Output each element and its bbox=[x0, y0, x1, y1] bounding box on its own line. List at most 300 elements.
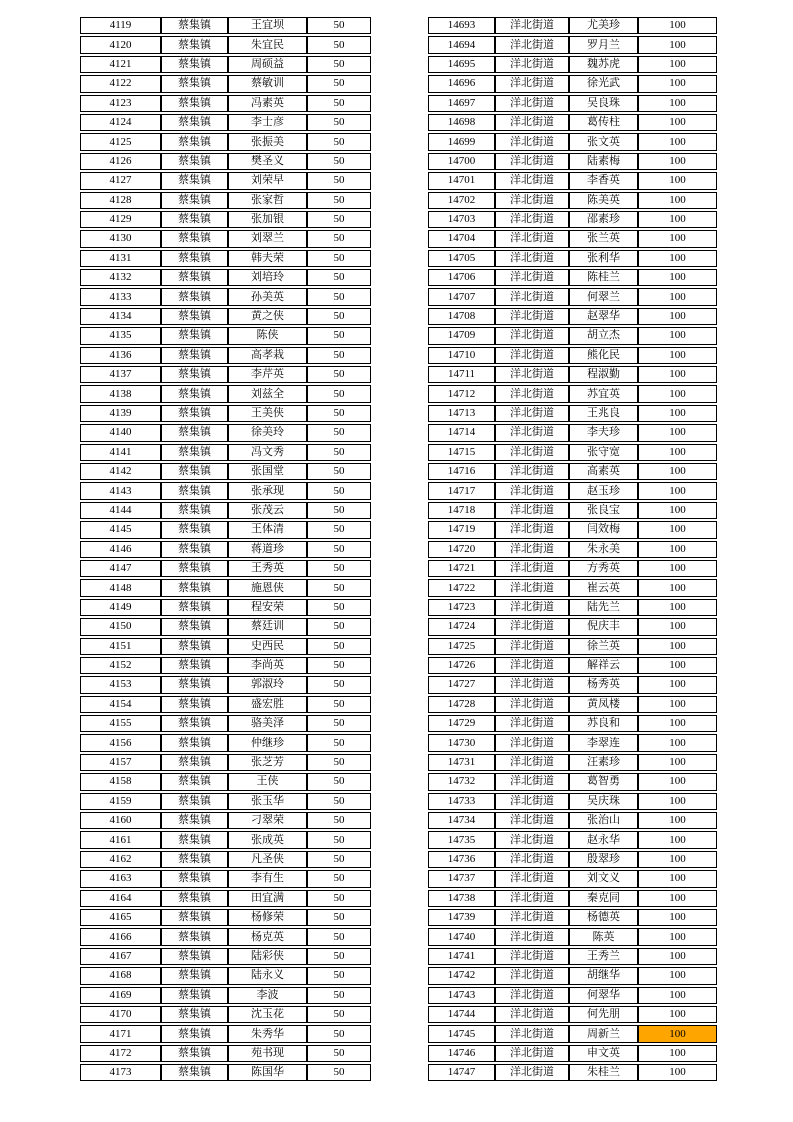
amount-cell: 50 bbox=[307, 114, 371, 131]
name-cell: 申文英 bbox=[569, 1045, 638, 1062]
district-cell: 洋北街道 bbox=[495, 327, 569, 344]
name-cell: 王秀兰 bbox=[569, 948, 638, 965]
district-cell: 洋北街道 bbox=[495, 153, 569, 170]
id-cell: 14746 bbox=[428, 1045, 495, 1062]
district-cell: 洋北街道 bbox=[495, 347, 569, 364]
amount-cell: 100 bbox=[638, 463, 717, 480]
id-cell: 4125 bbox=[80, 133, 161, 150]
name-cell: 朱桂兰 bbox=[569, 1064, 638, 1081]
name-cell: 葛传柱 bbox=[569, 114, 638, 131]
district-cell: 蔡集镇 bbox=[161, 75, 228, 92]
amount-cell: 100 bbox=[638, 734, 717, 751]
name-cell: 刘兹全 bbox=[228, 385, 307, 402]
table-row bbox=[80, 1006, 371, 1023]
district-cell: 蔡集镇 bbox=[161, 890, 228, 907]
id-cell: 4151 bbox=[80, 638, 161, 655]
amount-cell: 50 bbox=[307, 1006, 371, 1023]
id-cell: 4168 bbox=[80, 967, 161, 984]
district-cell: 蔡集镇 bbox=[161, 502, 228, 519]
amount-cell: 50 bbox=[307, 754, 371, 771]
id-cell: 4160 bbox=[80, 812, 161, 829]
id-cell: 14712 bbox=[428, 385, 495, 402]
amount-cell: 50 bbox=[307, 967, 371, 984]
name-cell: 徐光武 bbox=[569, 75, 638, 92]
amount-cell: 50 bbox=[307, 230, 371, 247]
district-cell: 蔡集镇 bbox=[161, 560, 228, 577]
name-cell: 陆先兰 bbox=[569, 599, 638, 616]
name-cell: 沈玉花 bbox=[228, 1006, 307, 1023]
amount-cell: 100 bbox=[638, 211, 717, 228]
id-cell: 14699 bbox=[428, 133, 495, 150]
table-row bbox=[80, 560, 371, 577]
table-row bbox=[80, 618, 371, 635]
amount-cell: 50 bbox=[307, 424, 371, 441]
name-cell: 周新兰 bbox=[569, 1025, 638, 1042]
id-cell: 4120 bbox=[80, 36, 161, 53]
table-row bbox=[80, 347, 371, 364]
district-cell: 洋北街道 bbox=[495, 211, 569, 228]
amount-cell: 100 bbox=[638, 133, 717, 150]
id-cell: 4139 bbox=[80, 405, 161, 422]
amount-cell: 100 bbox=[638, 36, 717, 53]
roster-table-right-body bbox=[428, 17, 717, 1081]
district-cell: 蔡集镇 bbox=[161, 288, 228, 305]
name-cell: 何翠兰 bbox=[569, 288, 638, 305]
id-cell: 4148 bbox=[80, 579, 161, 596]
name-cell: 苏良和 bbox=[569, 715, 638, 732]
table-row bbox=[428, 327, 717, 344]
id-cell: 14701 bbox=[428, 172, 495, 189]
id-cell: 14745 bbox=[428, 1025, 495, 1042]
name-cell: 吴庆珠 bbox=[569, 793, 638, 810]
id-cell: 14719 bbox=[428, 521, 495, 538]
name-cell: 张良宝 bbox=[569, 502, 638, 519]
amount-cell: 100 bbox=[638, 793, 717, 810]
amount-cell: 100 bbox=[638, 599, 717, 616]
district-cell: 蔡集镇 bbox=[161, 754, 228, 771]
id-cell: 14729 bbox=[428, 715, 495, 732]
name-cell: 张文英 bbox=[569, 133, 638, 150]
amount-cell: 100 bbox=[638, 1045, 717, 1062]
table-row bbox=[428, 1064, 717, 1081]
name-cell: 赵永华 bbox=[569, 831, 638, 848]
amount-cell: 50 bbox=[307, 250, 371, 267]
district-cell: 洋北街道 bbox=[495, 676, 569, 693]
name-cell: 张兰英 bbox=[569, 230, 638, 247]
name-cell: 朱永美 bbox=[569, 541, 638, 558]
id-cell: 4171 bbox=[80, 1025, 161, 1042]
district-cell: 蔡集镇 bbox=[161, 327, 228, 344]
amount-cell: 100 bbox=[638, 405, 717, 422]
district-cell: 蔡集镇 bbox=[161, 715, 228, 732]
table-row bbox=[428, 192, 717, 209]
district-cell: 洋北街道 bbox=[495, 1064, 569, 1081]
name-cell: 何先朋 bbox=[569, 1006, 638, 1023]
amount-cell: 50 bbox=[307, 676, 371, 693]
district-cell: 洋北街道 bbox=[495, 928, 569, 945]
id-cell: 14725 bbox=[428, 638, 495, 655]
id-cell: 14693 bbox=[428, 17, 495, 34]
id-cell: 14732 bbox=[428, 773, 495, 790]
table-row bbox=[428, 1006, 717, 1023]
name-cell: 孙美英 bbox=[228, 288, 307, 305]
name-cell: 王侠 bbox=[228, 773, 307, 790]
name-cell: 陆彩侠 bbox=[228, 948, 307, 965]
name-cell: 胡继华 bbox=[569, 967, 638, 984]
amount-cell: 100 bbox=[638, 308, 717, 325]
id-cell: 14708 bbox=[428, 308, 495, 325]
id-cell: 4154 bbox=[80, 696, 161, 713]
name-cell: 陈英 bbox=[569, 928, 638, 945]
table-row bbox=[80, 230, 371, 247]
table-row bbox=[80, 638, 371, 655]
id-cell: 14744 bbox=[428, 1006, 495, 1023]
name-cell: 刘荣早 bbox=[228, 172, 307, 189]
name-cell: 蔡敏训 bbox=[228, 75, 307, 92]
table-row bbox=[428, 734, 717, 751]
name-cell: 刁翠荣 bbox=[228, 812, 307, 829]
table-row bbox=[428, 521, 717, 538]
amount-cell: 100 bbox=[638, 1006, 717, 1023]
amount-cell: 100 bbox=[638, 502, 717, 519]
name-cell: 徐兰英 bbox=[569, 638, 638, 655]
id-cell: 14728 bbox=[428, 696, 495, 713]
id-cell: 14740 bbox=[428, 928, 495, 945]
table-row bbox=[80, 308, 371, 325]
id-cell: 14695 bbox=[428, 56, 495, 73]
table-row bbox=[80, 250, 371, 267]
name-cell: 张振美 bbox=[228, 133, 307, 150]
name-cell: 王兆良 bbox=[569, 405, 638, 422]
name-cell: 朱宜民 bbox=[228, 36, 307, 53]
district-cell: 蔡集镇 bbox=[161, 424, 228, 441]
table-row bbox=[428, 36, 717, 53]
table-row bbox=[80, 793, 371, 810]
name-cell: 冯素英 bbox=[228, 95, 307, 112]
name-cell: 殷翠珍 bbox=[569, 851, 638, 868]
id-cell: 4129 bbox=[80, 211, 161, 228]
amount-cell: 50 bbox=[307, 638, 371, 655]
amount-cell: 100 bbox=[638, 327, 717, 344]
id-cell: 14716 bbox=[428, 463, 495, 480]
id-cell: 4146 bbox=[80, 541, 161, 558]
amount-cell: 100 bbox=[638, 75, 717, 92]
district-cell: 洋北街道 bbox=[495, 890, 569, 907]
amount-cell: 50 bbox=[307, 773, 371, 790]
id-cell: 14739 bbox=[428, 909, 495, 926]
amount-cell: 100 bbox=[638, 385, 717, 402]
name-cell: 王宜坝 bbox=[228, 17, 307, 34]
table-row bbox=[428, 230, 717, 247]
district-cell: 蔡集镇 bbox=[161, 114, 228, 131]
name-cell: 樊圣义 bbox=[228, 153, 307, 170]
id-cell: 4144 bbox=[80, 502, 161, 519]
district-cell: 洋北街道 bbox=[495, 385, 569, 402]
name-cell: 魏苏虎 bbox=[569, 56, 638, 73]
table-row bbox=[80, 1064, 371, 1081]
name-cell: 朱秀华 bbox=[228, 1025, 307, 1042]
id-cell: 14715 bbox=[428, 444, 495, 461]
id-cell: 14727 bbox=[428, 676, 495, 693]
amount-cell: 50 bbox=[307, 269, 371, 286]
amount-cell: 50 bbox=[307, 153, 371, 170]
amount-cell: 50 bbox=[307, 812, 371, 829]
district-cell: 洋北街道 bbox=[495, 560, 569, 577]
name-cell: 葛智勇 bbox=[569, 773, 638, 790]
district-cell: 洋北街道 bbox=[495, 948, 569, 965]
name-cell: 程安荣 bbox=[228, 599, 307, 616]
amount-cell: 100 bbox=[638, 288, 717, 305]
table-row bbox=[428, 560, 717, 577]
amount-cell: 100 bbox=[638, 579, 717, 596]
name-cell: 程淑勤 bbox=[569, 366, 638, 383]
district-cell: 蔡集镇 bbox=[161, 230, 228, 247]
table-row bbox=[80, 1045, 371, 1062]
id-cell: 4170 bbox=[80, 1006, 161, 1023]
name-cell: 高孝栽 bbox=[228, 347, 307, 364]
district-cell: 蔡集镇 bbox=[161, 967, 228, 984]
amount-cell: 100 bbox=[638, 1064, 717, 1081]
table-row bbox=[80, 405, 371, 422]
amount-cell: 100 bbox=[638, 831, 717, 848]
id-cell: 14747 bbox=[428, 1064, 495, 1081]
id-cell: 14698 bbox=[428, 114, 495, 131]
amount-cell: 50 bbox=[307, 502, 371, 519]
id-cell: 14703 bbox=[428, 211, 495, 228]
name-cell: 李波 bbox=[228, 987, 307, 1004]
id-cell: 4152 bbox=[80, 657, 161, 674]
table-row bbox=[428, 172, 717, 189]
table-row bbox=[80, 502, 371, 519]
id-cell: 4162 bbox=[80, 851, 161, 868]
id-cell: 14694 bbox=[428, 36, 495, 53]
amount-cell: 100 bbox=[638, 230, 717, 247]
amount-cell: 50 bbox=[307, 928, 371, 945]
id-cell: 4157 bbox=[80, 754, 161, 771]
table-row bbox=[428, 211, 717, 228]
id-cell: 4133 bbox=[80, 288, 161, 305]
district-cell: 蔡集镇 bbox=[161, 657, 228, 674]
amount-cell: 50 bbox=[307, 327, 371, 344]
table-row bbox=[428, 987, 717, 1004]
name-cell: 高素英 bbox=[569, 463, 638, 480]
name-cell: 陆素梅 bbox=[569, 153, 638, 170]
id-cell: 14696 bbox=[428, 75, 495, 92]
amount-cell: 100 bbox=[638, 812, 717, 829]
id-cell: 4164 bbox=[80, 890, 161, 907]
id-cell: 14714 bbox=[428, 424, 495, 441]
table-row bbox=[80, 95, 371, 112]
district-cell: 蔡集镇 bbox=[161, 734, 228, 751]
name-cell: 陈美英 bbox=[569, 192, 638, 209]
table-row bbox=[428, 444, 717, 461]
table-row bbox=[428, 502, 717, 519]
id-cell: 4173 bbox=[80, 1064, 161, 1081]
name-cell: 黄凤楼 bbox=[569, 696, 638, 713]
name-cell: 杨德英 bbox=[569, 909, 638, 926]
table-row bbox=[428, 754, 717, 771]
id-cell: 4141 bbox=[80, 444, 161, 461]
id-cell: 4167 bbox=[80, 948, 161, 965]
id-cell: 4137 bbox=[80, 366, 161, 383]
id-cell: 14737 bbox=[428, 870, 495, 887]
table-row bbox=[428, 17, 717, 34]
district-cell: 蔡集镇 bbox=[161, 579, 228, 596]
id-cell: 14741 bbox=[428, 948, 495, 965]
amount-cell: 100 bbox=[638, 482, 717, 499]
district-cell: 洋北街道 bbox=[495, 638, 569, 655]
table-row bbox=[428, 541, 717, 558]
district-cell: 蔡集镇 bbox=[161, 17, 228, 34]
amount-cell: 100 bbox=[638, 560, 717, 577]
amount-cell: 50 bbox=[307, 36, 371, 53]
id-cell: 14717 bbox=[428, 482, 495, 499]
id-cell: 14706 bbox=[428, 269, 495, 286]
table-row bbox=[428, 851, 717, 868]
table-row bbox=[428, 269, 717, 286]
table-row bbox=[80, 967, 371, 984]
name-cell: 邵素珍 bbox=[569, 211, 638, 228]
table-row bbox=[80, 851, 371, 868]
name-cell: 方秀英 bbox=[569, 560, 638, 577]
table-row bbox=[428, 1025, 717, 1042]
district-cell: 洋北街道 bbox=[495, 734, 569, 751]
table-row bbox=[80, 75, 371, 92]
table-row bbox=[80, 579, 371, 596]
district-cell: 蔡集镇 bbox=[161, 1025, 228, 1042]
id-cell: 4159 bbox=[80, 793, 161, 810]
amount-cell: 100 bbox=[638, 987, 717, 1004]
district-cell: 蔡集镇 bbox=[161, 793, 228, 810]
table-row bbox=[428, 773, 717, 790]
district-cell: 洋北街道 bbox=[495, 696, 569, 713]
amount-cell: 50 bbox=[307, 366, 371, 383]
table-row bbox=[428, 463, 717, 480]
table-row bbox=[80, 831, 371, 848]
district-cell: 洋北街道 bbox=[495, 967, 569, 984]
district-cell: 蔡集镇 bbox=[161, 56, 228, 73]
amount-cell: 100 bbox=[638, 541, 717, 558]
district-cell: 洋北街道 bbox=[495, 288, 569, 305]
table-row bbox=[80, 715, 371, 732]
amount-cell: 50 bbox=[307, 657, 371, 674]
district-cell: 洋北街道 bbox=[495, 192, 569, 209]
id-cell: 14720 bbox=[428, 541, 495, 558]
district-cell: 洋北街道 bbox=[495, 812, 569, 829]
amount-cell: 50 bbox=[307, 579, 371, 596]
table-row bbox=[80, 269, 371, 286]
amount-cell: 50 bbox=[307, 385, 371, 402]
id-cell: 14735 bbox=[428, 831, 495, 848]
district-cell: 蔡集镇 bbox=[161, 192, 228, 209]
name-cell: 罗月兰 bbox=[569, 36, 638, 53]
amount-cell: 50 bbox=[307, 56, 371, 73]
name-cell: 刘翠兰 bbox=[228, 230, 307, 247]
district-cell: 蔡集镇 bbox=[161, 928, 228, 945]
district-cell: 洋北街道 bbox=[495, 715, 569, 732]
id-cell: 4124 bbox=[80, 114, 161, 131]
table-row bbox=[428, 366, 717, 383]
table-row bbox=[80, 657, 371, 674]
district-cell: 洋北街道 bbox=[495, 482, 569, 499]
table-row bbox=[80, 928, 371, 945]
district-cell: 蔡集镇 bbox=[161, 95, 228, 112]
district-cell: 洋北街道 bbox=[495, 133, 569, 150]
table-row bbox=[80, 366, 371, 383]
id-cell: 4149 bbox=[80, 599, 161, 616]
table-row bbox=[428, 890, 717, 907]
amount-cell: 100 bbox=[638, 444, 717, 461]
table-row bbox=[80, 541, 371, 558]
table-row bbox=[80, 521, 371, 538]
district-cell: 蔡集镇 bbox=[161, 153, 228, 170]
district-cell: 蔡集镇 bbox=[161, 463, 228, 480]
district-cell: 蔡集镇 bbox=[161, 385, 228, 402]
amount-cell: 50 bbox=[307, 560, 371, 577]
id-cell: 14726 bbox=[428, 657, 495, 674]
amount-cell: 100 bbox=[638, 715, 717, 732]
table-row bbox=[428, 1045, 717, 1062]
district-cell: 蔡集镇 bbox=[161, 909, 228, 926]
name-cell: 陈国华 bbox=[228, 1064, 307, 1081]
id-cell: 4127 bbox=[80, 172, 161, 189]
name-cell: 赵玉珍 bbox=[569, 482, 638, 499]
district-cell: 洋北街道 bbox=[495, 1006, 569, 1023]
amount-cell: 100 bbox=[638, 638, 717, 655]
table-row bbox=[428, 250, 717, 267]
amount-cell: 100 bbox=[638, 696, 717, 713]
name-cell: 韩夫荣 bbox=[228, 250, 307, 267]
table-row bbox=[80, 1025, 371, 1042]
amount-cell: 100 bbox=[638, 521, 717, 538]
amount-cell: 100 bbox=[638, 250, 717, 267]
name-cell: 郭淑玲 bbox=[228, 676, 307, 693]
table-row bbox=[80, 676, 371, 693]
amount-cell: 100 bbox=[638, 928, 717, 945]
district-cell: 蔡集镇 bbox=[161, 831, 228, 848]
amount-cell: 50 bbox=[307, 95, 371, 112]
name-cell: 周硕益 bbox=[228, 56, 307, 73]
name-cell: 陈桂兰 bbox=[569, 269, 638, 286]
amount-cell: 50 bbox=[307, 948, 371, 965]
amount-cell: 50 bbox=[307, 793, 371, 810]
id-cell: 14705 bbox=[428, 250, 495, 267]
name-cell: 杨克英 bbox=[228, 928, 307, 945]
table-row bbox=[80, 56, 371, 73]
table-row bbox=[428, 793, 717, 810]
name-cell: 刘培玲 bbox=[228, 269, 307, 286]
district-cell: 洋北街道 bbox=[495, 95, 569, 112]
id-cell: 4128 bbox=[80, 192, 161, 209]
amount-cell: 50 bbox=[307, 211, 371, 228]
district-cell: 洋北街道 bbox=[495, 657, 569, 674]
amount-cell: 100 bbox=[638, 95, 717, 112]
name-cell: 李士彦 bbox=[228, 114, 307, 131]
district-cell: 蔡集镇 bbox=[161, 521, 228, 538]
table-row bbox=[428, 928, 717, 945]
id-cell: 14733 bbox=[428, 793, 495, 810]
amount-cell: 50 bbox=[307, 909, 371, 926]
table-row bbox=[80, 133, 371, 150]
amount-cell: 100 bbox=[638, 890, 717, 907]
table-row bbox=[80, 114, 371, 131]
district-cell: 洋北街道 bbox=[495, 269, 569, 286]
table-row bbox=[428, 114, 717, 131]
id-cell: 4161 bbox=[80, 831, 161, 848]
table-row bbox=[80, 17, 371, 34]
amount-cell: 50 bbox=[307, 541, 371, 558]
table-row bbox=[80, 870, 371, 887]
